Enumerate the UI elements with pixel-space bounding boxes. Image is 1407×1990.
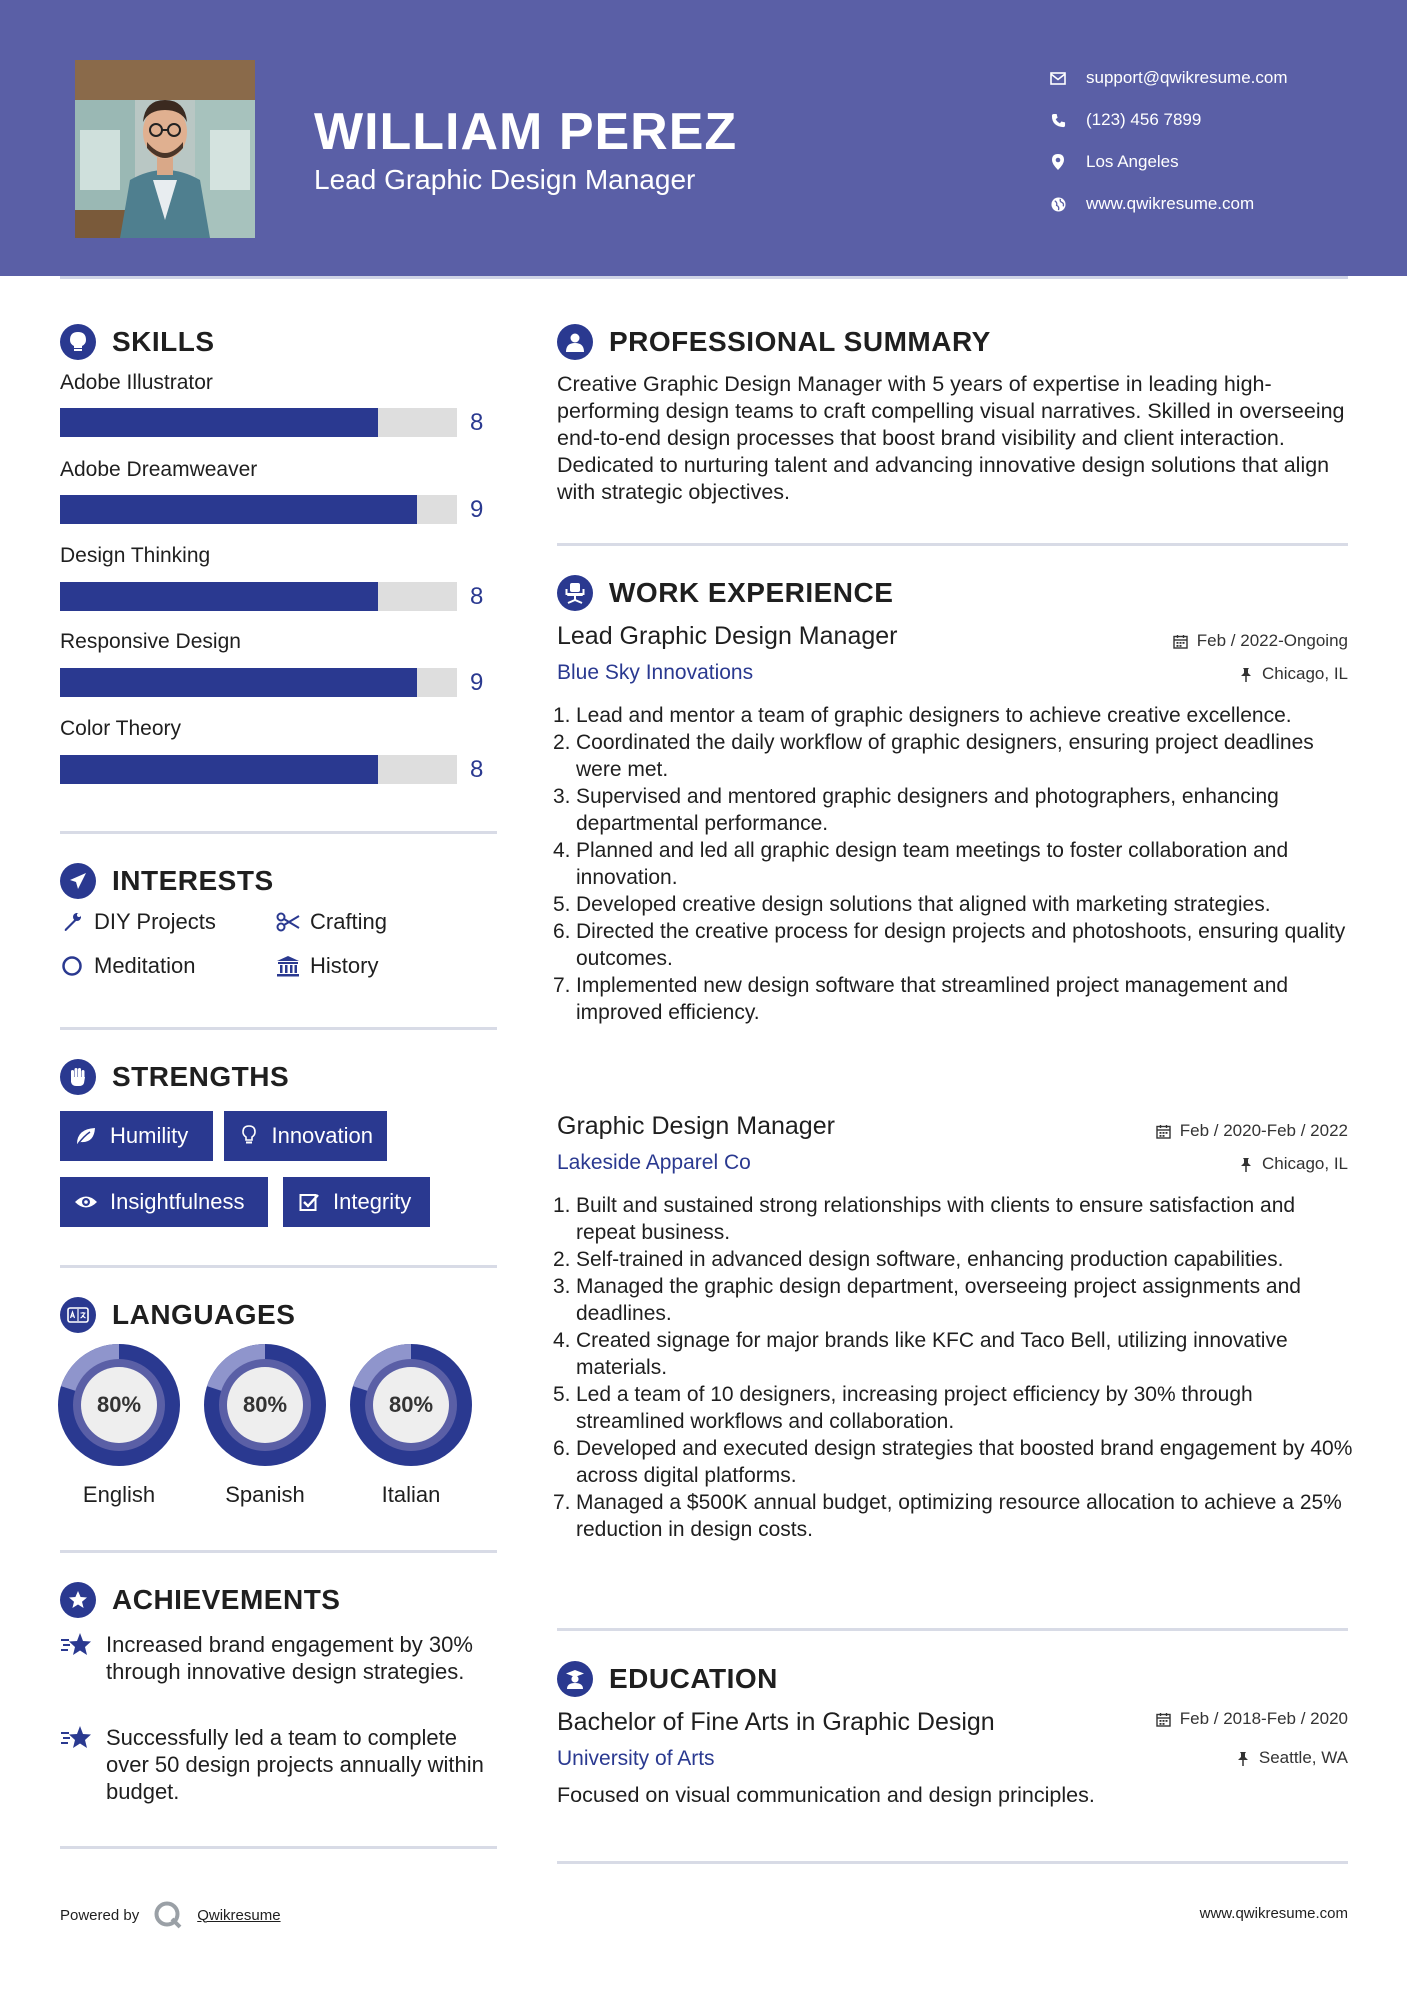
strength-badge (60, 1177, 268, 1227)
interest-item (60, 909, 216, 935)
job-dates (1173, 631, 1348, 651)
phone-icon (1050, 112, 1066, 128)
language-percent: 80% (388, 1392, 434, 1417)
section-divider (60, 1846, 497, 1849)
museum-icon (276, 954, 300, 978)
duty-item: 1. Built and sustained strong relationships with clients to ensure satisfaction and repeat business. (553, 1194, 1296, 1244)
degree-title: Bachelor of Fine Arts in Graphic Design (557, 1708, 995, 1736)
pushpin-icon (1235, 1750, 1251, 1766)
duty-item: 3. Supervised and mentored graphic designers and photographers, enhancing departmental performance. (553, 785, 1279, 835)
skill-bar-fill (60, 668, 417, 697)
calendar-icon (1173, 633, 1189, 649)
contact-list (1050, 57, 1390, 225)
lightbulb-icon (238, 1124, 259, 1148)
footer-url[interactable]: www.qwikresume.com (1199, 1905, 1348, 1922)
header-divider (60, 276, 1348, 279)
skill-label: Adobe Dreamweaver (60, 458, 258, 481)
location-pin-icon (1050, 154, 1066, 170)
strength-label: Insightfulness (110, 1189, 245, 1214)
globe-icon (1050, 196, 1066, 212)
languages-heading (60, 1297, 295, 1333)
skills-title: SKILLS (112, 326, 215, 357)
translate-icon (60, 1297, 96, 1333)
interest-label: Meditation (94, 953, 196, 978)
skill-bar (60, 755, 457, 784)
candidate-title: Lead Graphic Design Manager (314, 164, 696, 195)
pushpin-icon (1238, 1156, 1254, 1172)
star-icon (60, 1631, 92, 1661)
strengths-title: STRENGTHS (112, 1061, 290, 1092)
section-divider (60, 831, 497, 834)
job-location-text: Chicago, IL (1262, 664, 1348, 683)
circle-icon (60, 954, 84, 978)
section-divider (60, 1027, 497, 1030)
strengths-heading (60, 1059, 289, 1095)
skill-bar-fill (60, 582, 378, 611)
education-description: Focused on visual communication and design principles. (557, 1783, 1095, 1807)
brand-link[interactable]: Qwikresume (197, 1906, 281, 1924)
skill-label: Adobe Illustrator (60, 371, 213, 394)
duty-text: Managed the graphic design department, overseeing project assignments and deadlines. (576, 1275, 1301, 1325)
experience-heading (557, 575, 893, 611)
job-dates-text: Feb / 2020-Feb / 2022 (1179, 1121, 1348, 1140)
section-divider (557, 1628, 1348, 1631)
leaf-icon (74, 1124, 98, 1148)
achievement-text: Successfully led a team to complete over 50 design projects annually within budget. (106, 1725, 484, 1804)
education-title: EDUCATION (609, 1663, 778, 1694)
languages-title: LANGUAGES (112, 1299, 296, 1330)
interest-label: DIY Projects (94, 909, 216, 934)
skill-label: Responsive Design (60, 630, 241, 653)
skill-bar-fill (60, 408, 378, 437)
duty-item: 6. Directed the creative process for design projects and photoshoots, ensuring quality outcomes. (553, 920, 1346, 970)
skill-value: 9 (470, 496, 484, 523)
achievement-item (60, 1724, 500, 1805)
qwikresume-logo-icon (153, 1900, 183, 1930)
duty-text: Self-trained in advanced design software, enhancing production capabilities. (576, 1248, 1284, 1271)
strength-label: Humility (110, 1123, 189, 1148)
duty-text: Coordinated the daily workflow of graphic designers, ensuring project deadlines were met. (576, 731, 1314, 781)
section-divider (60, 1550, 497, 1553)
star-icon (60, 1724, 92, 1754)
duty-item: 4. Created signage for major brands like KFC and Taco Bell, utilizing innovative materials. (553, 1329, 1288, 1379)
duty-item: 1. Lead and mentor a team of graphic designers to achieve creative excellence. (553, 704, 1292, 727)
language-item (350, 1344, 472, 1507)
skill-value: 8 (470, 409, 484, 436)
job-title: Lead Graphic Design Manager (557, 622, 898, 650)
wrench-icon (60, 910, 84, 934)
contact-email[interactable] (1050, 57, 1390, 99)
strength-badge (60, 1111, 213, 1161)
skill-bar (60, 495, 457, 524)
summary-heading (557, 324, 991, 360)
skills-heading (60, 324, 215, 360)
candidate-name: WILLIAM PEREZ (314, 103, 738, 161)
language-item (58, 1344, 180, 1507)
contact-email-text: support@qwikresume.com (1086, 68, 1288, 87)
envelope-icon (1050, 70, 1066, 86)
achievement-item (60, 1631, 500, 1685)
language-name: English (82, 1482, 156, 1507)
duty-item: 5. Developed creative design solutions that aligned with marketing strategies. (553, 893, 1271, 916)
calendar-icon (1156, 1123, 1172, 1139)
language-percent: 80% (96, 1392, 142, 1417)
interest-label: History (310, 953, 379, 978)
job-dates (1156, 1121, 1348, 1141)
duty-text: Led a team of 10 designers, increasing project efficiency by 30% through streamlined workflows and collaboration. (576, 1383, 1253, 1433)
contact-phone-text: (123) 456 7899 (1086, 110, 1202, 129)
skill-bar (60, 668, 457, 697)
duty-text: Planned and led all graphic design team meetings to foster collaboration and innovation. (576, 839, 1289, 889)
duty-text: Created signage for major brands like KFC and Taco Bell, utilizing innovative materials. (576, 1329, 1288, 1379)
interest-item (60, 953, 196, 979)
section-divider (60, 1265, 497, 1268)
duty-text: Lead and mentor a team of graphic designers to achieve creative excellence. (576, 704, 1292, 727)
skill-bar (60, 408, 457, 437)
duty-text: Directed the creative process for design projects and photoshoots, ensuring quality outcomes. (576, 920, 1346, 970)
duty-text: Developed creative design solutions that aligned with marketing strategies. (576, 893, 1271, 916)
contact-website-text: www.qwikresume.com (1086, 194, 1255, 213)
interests-heading (60, 863, 274, 899)
duty-item: 3. Managed the graphic design department, overseeing project assignments and deadlines. (553, 1275, 1301, 1325)
language-percent: 80% (242, 1392, 288, 1417)
job-location (1238, 1154, 1348, 1174)
duty-item: 6. Developed and executed design strategies that boosted brand engagement by 40% across digital platforms. (553, 1437, 1353, 1487)
duty-item: 5. Led a team of 10 designers, increasing project efficiency by 30% through streamlined workflows and collaboration. (553, 1383, 1253, 1433)
company-name: Lakeside Apparel Co (557, 1151, 751, 1174)
achievements-title: ACHIEVEMENTS (112, 1584, 341, 1615)
strength-label: Innovation (271, 1123, 373, 1148)
checkbox-icon (297, 1190, 321, 1214)
graduate-icon (557, 1661, 593, 1697)
job-dates-text: Feb / 2022-Ongoing (1196, 631, 1348, 650)
interest-item (276, 953, 378, 979)
powered-by-label: Powered by (60, 1906, 140, 1924)
contact-website[interactable] (1050, 183, 1390, 225)
job-location (1238, 664, 1348, 684)
job-title: Graphic Design Manager (557, 1112, 835, 1140)
interests-title: INTERESTS (112, 865, 274, 896)
eye-icon (74, 1190, 98, 1214)
achievements-heading (60, 1582, 340, 1618)
skill-value: 8 (470, 583, 484, 610)
experience-title: WORK EXPERIENCE (609, 577, 894, 608)
company-name: Blue Sky Innovations (557, 661, 754, 684)
skill-label: Design Thinking (60, 544, 211, 567)
skill-label: Color Theory (60, 717, 181, 740)
summary-text: Creative Graphic Design Manager with 5 years of expertise in leading high-performing design teams to craft compelling visual narratives. Skilled in overseeing end-to-end design processes that boost brand visibility and client interaction. Dedicated to nurturing talent and advancing innovative design solutions that align with strategic objectives. (557, 372, 1345, 504)
job-duties (553, 702, 1357, 1026)
skill-bar-fill (60, 495, 417, 524)
office-chair-icon (557, 575, 593, 611)
contact-location (1050, 141, 1390, 183)
duty-item: 7. Managed a $500K annual budget, optimizing resource allocation to achieve a 25% reduction in design costs. (553, 1491, 1342, 1541)
job-location-text: Chicago, IL (1262, 1154, 1348, 1173)
education-dates (1156, 1709, 1348, 1729)
interest-label: Crafting (310, 909, 388, 934)
duty-text: Supervised and mentored graphic designers and photographers, enhancing departmental performance. (576, 785, 1279, 835)
language-item (204, 1344, 326, 1507)
pushpin-icon (1238, 666, 1254, 682)
duty-item: 7. Implemented new design software that streamlined project management and improved efficiency. (553, 974, 1289, 1024)
job-duties (553, 1192, 1357, 1543)
user-icon (557, 324, 593, 360)
profile-photo (75, 60, 255, 238)
calendar-icon (1156, 1711, 1172, 1727)
school-name: University of Arts (557, 1747, 715, 1770)
contact-phone[interactable] (1050, 99, 1390, 141)
skill-bar-fill (60, 755, 378, 784)
strength-label: Integrity (333, 1189, 412, 1214)
duty-item: 2. Coordinated the daily workflow of graphic designers, ensuring project deadlines were met. (553, 731, 1314, 781)
duty-text: Developed and executed design strategies that boosted brand engagement by 40% across digital platforms. (576, 1437, 1353, 1487)
duty-item: 4. Planned and led all graphic design team meetings to foster collaboration and innovation. (553, 839, 1289, 889)
strength-badge (283, 1177, 430, 1227)
interest-item (276, 909, 387, 935)
star-badge-icon (60, 1582, 96, 1618)
duty-item: 2. Self-trained in advanced design software, enhancing production capabilities. (553, 1248, 1284, 1271)
resume-header (0, 0, 1407, 276)
skill-value: 9 (470, 669, 484, 696)
skill-bar (60, 582, 457, 611)
education-dates-text: Feb / 2018-Feb / 2020 (1179, 1709, 1348, 1728)
achievement-text: Increased brand engagement by 30% through innovative design strategies. (106, 1632, 473, 1684)
lightbulb-icon (60, 324, 96, 360)
language-name: Spanish (225, 1482, 305, 1507)
paper-plane-icon (60, 863, 96, 899)
education-location (1235, 1748, 1348, 1768)
strength-badge (224, 1111, 387, 1161)
summary-title: PROFESSIONAL SUMMARY (609, 326, 991, 357)
duty-text: Built and sustained strong relationships with clients to ensure satisfaction and repeat business. (576, 1194, 1296, 1244)
language-name: Italian (381, 1482, 441, 1507)
fist-icon (60, 1059, 96, 1095)
skill-value: 8 (470, 756, 484, 783)
duty-text: Implemented new design software that streamlined project management and improved efficiency. (576, 974, 1289, 1024)
contact-location-text: Los Angeles (1086, 152, 1179, 171)
footer-powered-by (60, 1900, 281, 1930)
education-heading (557, 1661, 778, 1697)
education-location-text: Seattle, WA (1258, 1748, 1348, 1767)
scissors-icon (276, 910, 300, 934)
section-divider (557, 1861, 1348, 1864)
duty-text: Managed a $500K annual budget, optimizing resource allocation to achieve a 25% reduction in design costs. (576, 1491, 1342, 1541)
section-divider (557, 543, 1348, 546)
